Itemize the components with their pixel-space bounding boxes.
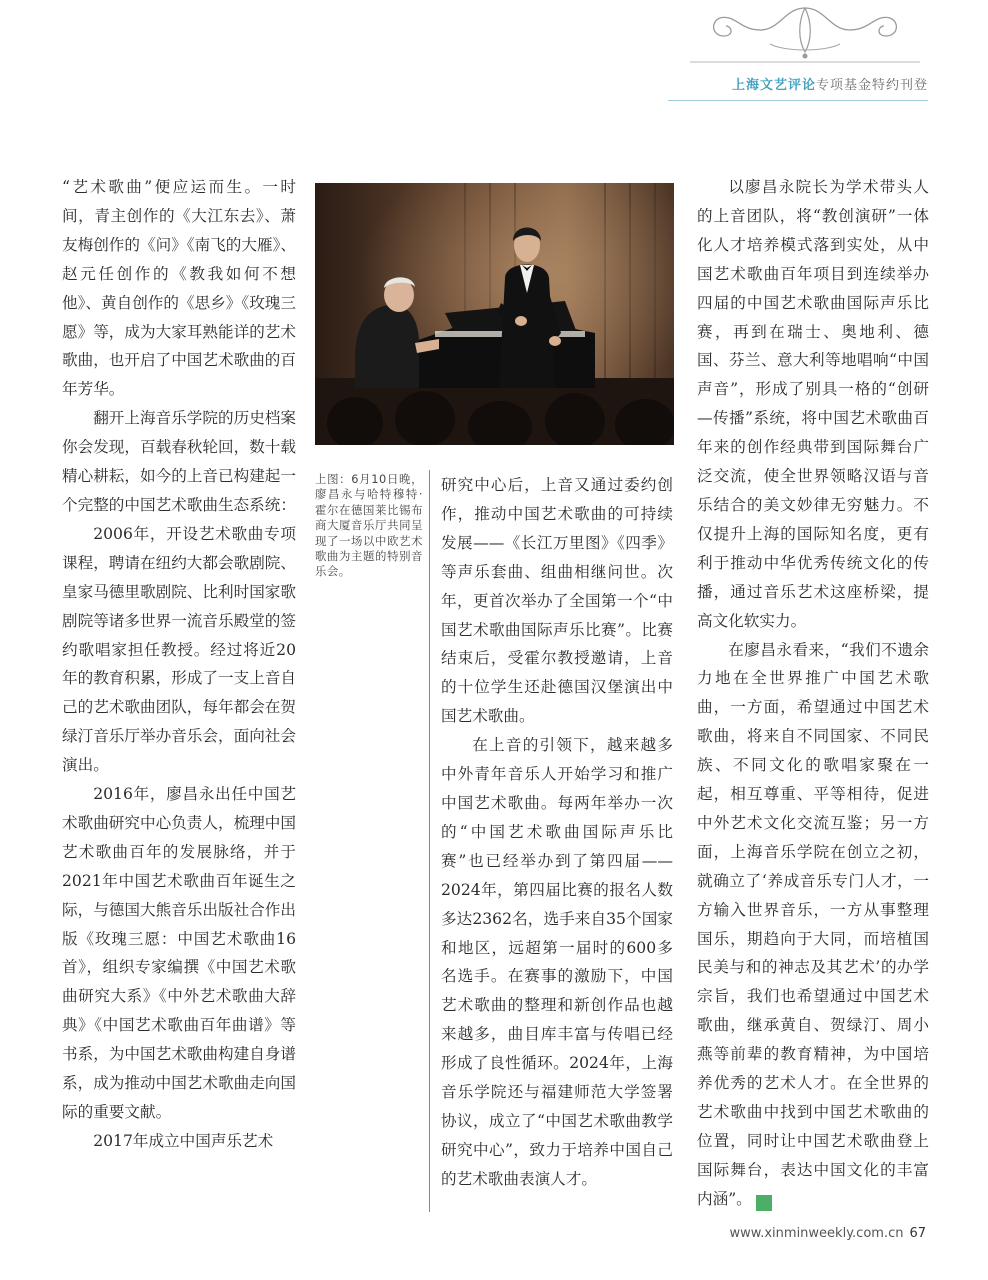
paragraph-final	[697, 636, 929, 1214]
header-brand: 上海文艺评论	[731, 78, 816, 93]
article-column-1	[62, 173, 296, 1156]
website-url: www.xinminweekly.com.cn	[729, 1226, 904, 1241]
paragraph-text: 在廖昌永看来，“我们不遗余力地在全世界推广中国艺术歌曲，一方面，希望通过中国艺术歌曲，将来自不同国家、不同民族、不同文化的歌唱家聚在一起，相互尊重、平等相待，促进中外艺术文化交流互鉴；另一方面，上海音乐学院在创立之初，就确立了‘养成音乐专门人才，一方输入世界音乐，一方从事整理国乐，期趋向于大同，而培植国民美与和的神志及其艺术’的办学宗旨，我们也希望通过中国艺术歌曲，继承黄自、贺绿汀、周小燕等前辈的教育精神，为中国培养优秀的艺术人才。在全世界的艺术歌曲中找到中国艺术歌曲的位置，同时让中国艺术歌曲登上国际舞台，表达中国文化的丰富内涵”。	[697, 640, 929, 1208]
article-column-3	[441, 471, 673, 1194]
header-divider	[668, 100, 928, 101]
paragraph: 翻开上海音乐学院的历史档案你会发现，百载春秋轮回，数十载精心耕耘，如今的上音已构建起一个完整的中国艺术歌曲生态系统：	[62, 409, 296, 514]
paragraph: 以廖昌永院长为学术带头人的上音团队，将“教创演研”一体化人才培养模式落到实处，从中国艺术歌曲百年项目到连续举办四届的中国艺术歌曲国际声乐比赛，再到在瑞士、奥地利、德国、芬兰、意大利等地唱响“中国声音”，形成了别具一格的“创研—传播”系统，将中国艺术歌曲百年来的创作经典带到国际舞台广泛交流，使全世界领略汉语与音乐结合的美文妙律无穷魅力。不仅提升上海的国际知名度，更有利于推动中华优秀传统文化的传播，通过音乐艺术这座桥梁，提高文化软实力。	[697, 178, 929, 630]
page-number: 67	[909, 1226, 926, 1241]
paragraph: “艺术歌曲”便应运而生。一时间，青主创作的《大江东去》、萧友梅创作的《问》《南飞的大雁》、赵元任创作的《教我如何不想他》、黄自创作的《思乡》《玫瑰三愿》等，成为大家耳熟能详的艺术歌曲，也开启了中国艺术歌曲的百年芳华。	[62, 178, 296, 399]
page-footer	[730, 1226, 926, 1241]
column-header	[732, 74, 928, 93]
photo-caption: 上图：6月10日晚，廖昌永与哈特穆特·霍尔在德国莱比锡布商大厦音乐厅共同呈现了一场以中欧艺术歌曲为主题的特别音乐会。	[315, 472, 423, 579]
paragraph: 2017年成立中国声乐艺术	[93, 1131, 274, 1150]
paragraph: 2016年，廖昌永出任中国艺术歌曲研究中心负责人，梳理中国艺术歌曲百年的发展脉络，并于2021年中国艺术歌曲百年诞生之际，与德国大熊音乐出版社合作出版《玫瑰三愿：中国艺术歌曲16首》，组织专家编撰《中国艺术歌曲研究大系》《中外艺术歌曲大辞典》《中国艺术歌曲百年曲谱》等书系，为中国艺术歌曲构建自身谱系，成为推动中国艺术歌曲走向国际的重要文献。	[62, 785, 296, 1121]
paragraph: 研究中心后，上音又通过委约创作，推动中国艺术歌曲的可持续发展——《长江万里图》《四季》等声乐套曲、组曲相继问世。次年，更首次举办了全国第一个“中国艺术歌曲国际声乐比赛”。比赛结束后，受霍尔教授邀请，上音的十位学生还赴德国汉堡演出中国艺术歌曲。	[441, 476, 673, 726]
column-divider	[429, 470, 430, 1212]
concert-photo	[315, 183, 674, 445]
end-of-article-mark: 民	[756, 1195, 772, 1211]
article-column-4	[697, 173, 929, 1214]
paragraph: 在上音的引领下，越来越多中外青年音乐人开始学习和推广中国艺术歌曲。每两年举办一次的“中国艺术歌曲国际声乐比赛”也已经举办到了第四届——2024年，第四届比赛的报名人数多达2362名，选手来自35个国家和地区，远超第一届时的600多名选手。在赛事的激励下，中国艺术歌曲的整理和新创作品也越来越多，曲目库丰富与传唱已经形成了良性循环。2024年，上海音乐学院还与福建师范大学签署协议，成立了“中国艺术歌曲教学研究中心”，致力于培养中国自己的艺术歌曲表演人才。	[441, 736, 673, 1188]
header-sponsor-text: 专项基金特约刊登	[815, 78, 928, 93]
paragraph: 2006年，开设艺术歌曲专项课程，聘请在纽约大都会歌剧院、皇家马德里歌剧院、比利时国家歌剧院等诸多世界一流音乐殿堂的签约歌唱家担任教授。经过将近20年的教育积累，形成了一支上音自己的艺术歌曲团队，每年都会在贺绿汀音乐厅举办音乐会，面向社会演出。	[62, 524, 296, 775]
header-ornament	[680, 0, 930, 70]
